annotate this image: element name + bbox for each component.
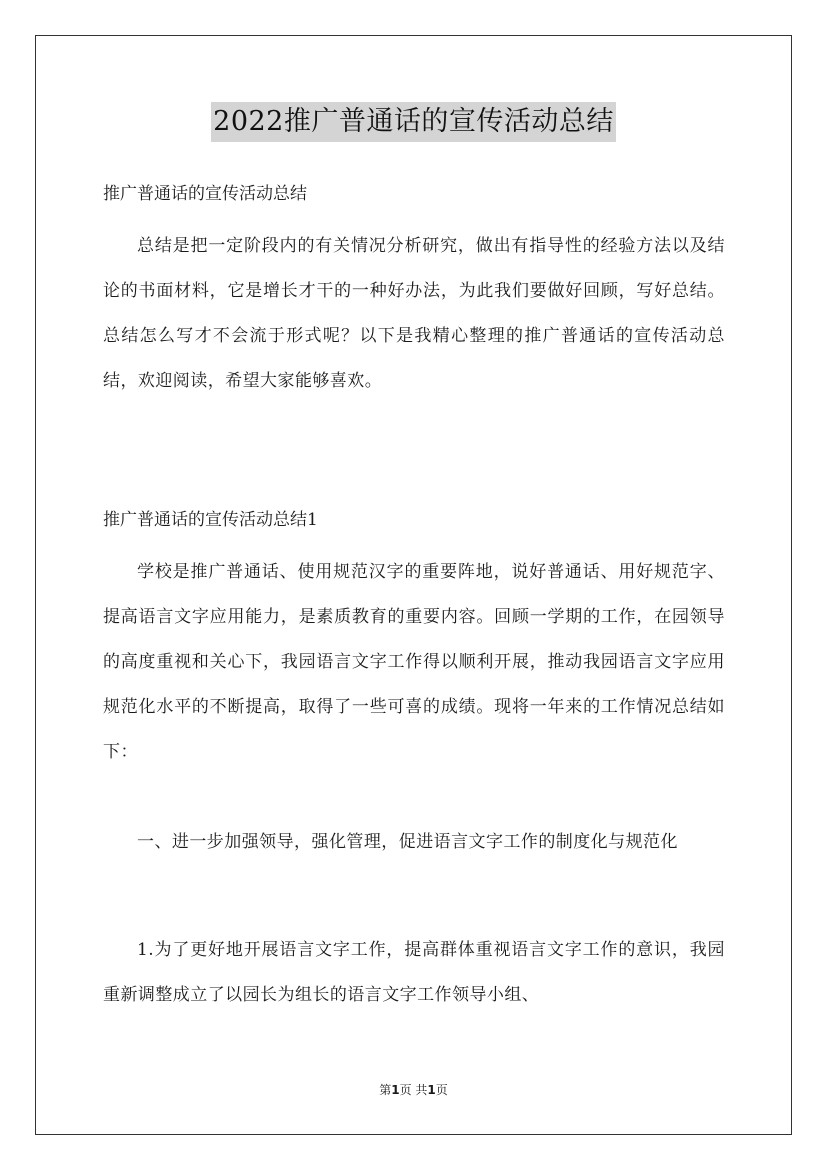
paragraph-school: 学校是推广普通话、使用规范汉字的重要阵地，说好普通话、用好规范字、提高语言文字应用能力，是素质教育的重要内容。回顾一学期的工作，在园领导的高度重视和关心下，我园语言文字工作得以顺利开展，推动我园语言文字应用规范化水平的不断提高，取得了一些可喜的成绩。现将一年来的工作情况总结如下： bbox=[103, 562, 725, 762]
subheading-1: 推广普通话的宣传活动总结 bbox=[103, 184, 307, 204]
footer-page-prefix: 第 bbox=[379, 1083, 392, 1097]
footer-page-suffix: 页 bbox=[435, 1083, 448, 1097]
document-title: 2022推广普通话的宣传活动总结 bbox=[211, 102, 616, 142]
title-wrap bbox=[0, 102, 827, 142]
footer-page-total: 1 bbox=[427, 1083, 436, 1097]
footer-page-current: 1 bbox=[391, 1083, 400, 1097]
page-footer bbox=[0, 1082, 827, 1098]
paragraph-intro: 总结是把一定阶段内的有关情况分析研究，做出有指导性的经验方法以及结论的书面材料，它是增长才干的一种好办法，为此我们要做好回顾，写好总结。总结怎么写才不会流于形式呢？以下是我精心整理的推广普通话的宣传活动总结，欢迎阅读，希望大家能够喜欢。 bbox=[103, 236, 725, 391]
section-heading-1: 一、进一步加强领导，强化管理，促进语言文字工作的制度化与规范化 bbox=[137, 832, 678, 852]
subheading-2: 推广普通话的宣传活动总结1 bbox=[103, 510, 318, 530]
list-item-1: 1.为了更好地开展语言文字工作，提高群体重视语言文字工作的意识，我园重新调整成立了以园长为组长的语言文字工作领导小组、 bbox=[103, 940, 725, 1005]
footer-page-mid: 页 共 bbox=[399, 1083, 428, 1097]
